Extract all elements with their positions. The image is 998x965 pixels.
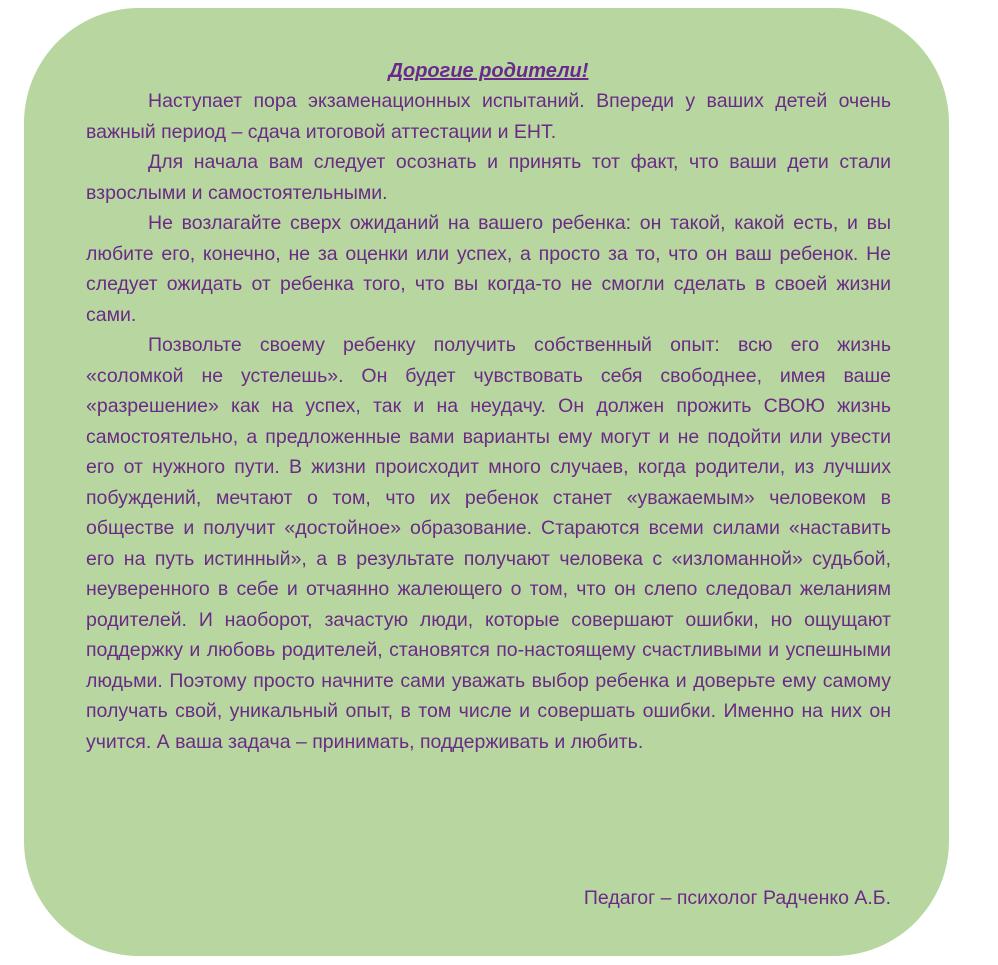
paragraph-1: Наступает пора экзаменационных испытаний. Впереди у ваших детей очень важный период – сдача итоговой аттестации и ЕНТ. — [86, 90, 891, 143]
signature: Педагог – психолог Радченко А.Б. — [583, 887, 891, 909]
letter-title: Дорогие родители! — [388, 60, 589, 82]
paragraph-3: Не возлагайте сверх ожиданий на вашего ребенка: он такой, какой есть, и вы любите его, конечно, не за оценки или успех, а просто за то, что он ваш ребенок. Не следует ожидать от ребенка того, что вы когда-то не смогли сделать в своей жизни сами. — [86, 212, 891, 326]
paragraph-2: Для начала вам следует осознать и принять тот факт, что ваши дети стали взрослыми и самостоятельными. — [86, 151, 891, 204]
letter-card — [24, 8, 949, 956]
paragraph-4: Позвольте своему ребенку получить собственный опыт: всю его жизнь «соломкой не устелешь». Он будет чувствовать себя свободнее, имея ваше «разрешение» как на успех, так и на неудачу. Он должен прожить СВОЮ жизнь самостоятельно, а предложенные вами варианты ему могут и не подойти или увести его от нужного пути. В жизни происходит много случаев, когда родители, из лучших побуждений, мечтают о том, что их ребенок станет «уважаемым» человеком в обществе и получит «достойное» образование. Стараются всеми силами «наставить его на путь истинный», а в результате получают человека с «изломанной» судьбой, неуверенного в себе и отчаянно жалеющего о том, что он слепо следовал желаниям родителей. И наоборот, зачастую люди, которые совершают ошибки, но ощущают поддержку и любовь родителей, становятся по-настоящему счастливыми и успешными людьми. Поэтому просто начните сами уважать выбор ребенка и доверьте ему самому получать свой, уникальный опыт, в том числе и совершать ошибки. Именно на них он учится. А ваша задача – принимать, поддерживать и любить. — [86, 334, 891, 753]
